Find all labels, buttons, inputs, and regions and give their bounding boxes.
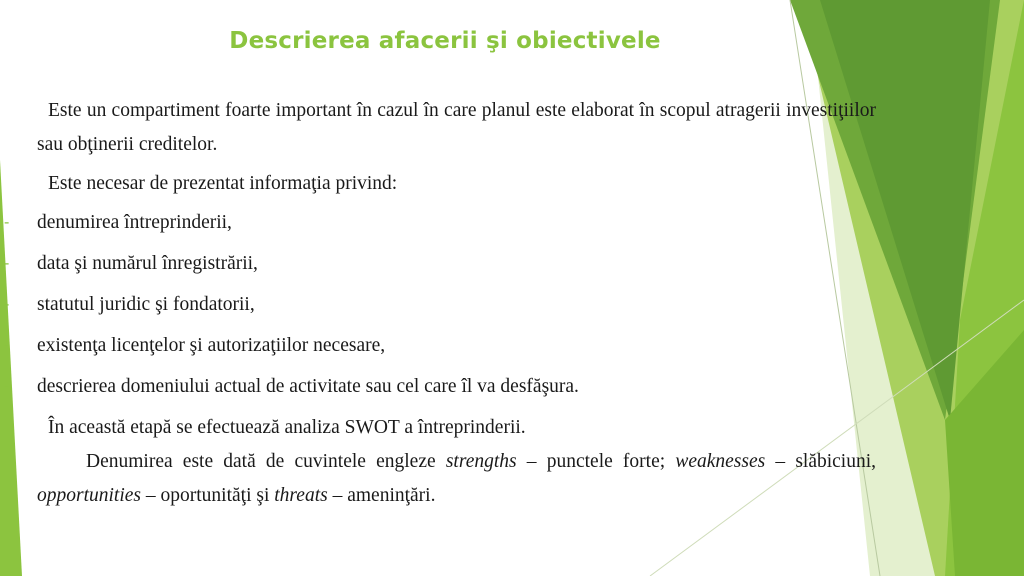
list-item [4,247,876,288]
swot-paragraph: În această etapă se efectuează analiza SWOT a întreprinderii. [48,417,526,438]
list-item [4,329,876,370]
intro-paragraph: Este un compartiment foarte important în cazul în care planul este elaborat în scopul atragerii investiţiilor sau obţinerii creditelor. [37,100,876,155]
lead-paragraph: Este necesar de prezentat informaţia privind: [48,173,398,194]
dash-bullet: - [4,378,10,395]
bullet-text: descrierea domeniului actual de activitate sau cel care îl va desfăşura. [37,376,579,397]
term-strengths: strengths [445,451,517,472]
list-item [4,206,876,247]
dash-bullet: - [4,296,10,313]
meaning-weaknesses: – slăbiciuni, [775,451,877,472]
bullet-text: existenţa licenţelor şi autorizaţiilor necesare, [37,335,386,356]
dash-bullet: - [4,214,10,231]
dash-bullet: - [4,337,10,354]
definition-paragraph [37,445,876,513]
term-threats: threats [274,485,328,506]
bullet-text: statutul juridic şi fondatorii, [37,294,255,315]
slide-body [4,94,877,513]
list-item [4,288,876,329]
meaning-opportunities: – oportunităţi şi [145,485,270,506]
bullet-text: data şi numărul înregistrării, [37,253,258,274]
bullet-text: denumirea întreprinderii, [37,212,232,233]
meaning-strengths: – punctele forte; [526,451,666,472]
term-weaknesses: weaknesses [675,451,766,472]
definition-prefix: Denumirea este dată de cuvintele engleze [86,451,436,472]
term-opportunities: opportunities [37,485,142,506]
slide-title: Descrierea afacerii şi obiectivele [229,28,661,54]
dash-bullet: - [4,255,10,272]
list-item [4,370,876,411]
meaning-threats: – ameninţări. [332,485,436,506]
bullet-list [4,206,876,411]
